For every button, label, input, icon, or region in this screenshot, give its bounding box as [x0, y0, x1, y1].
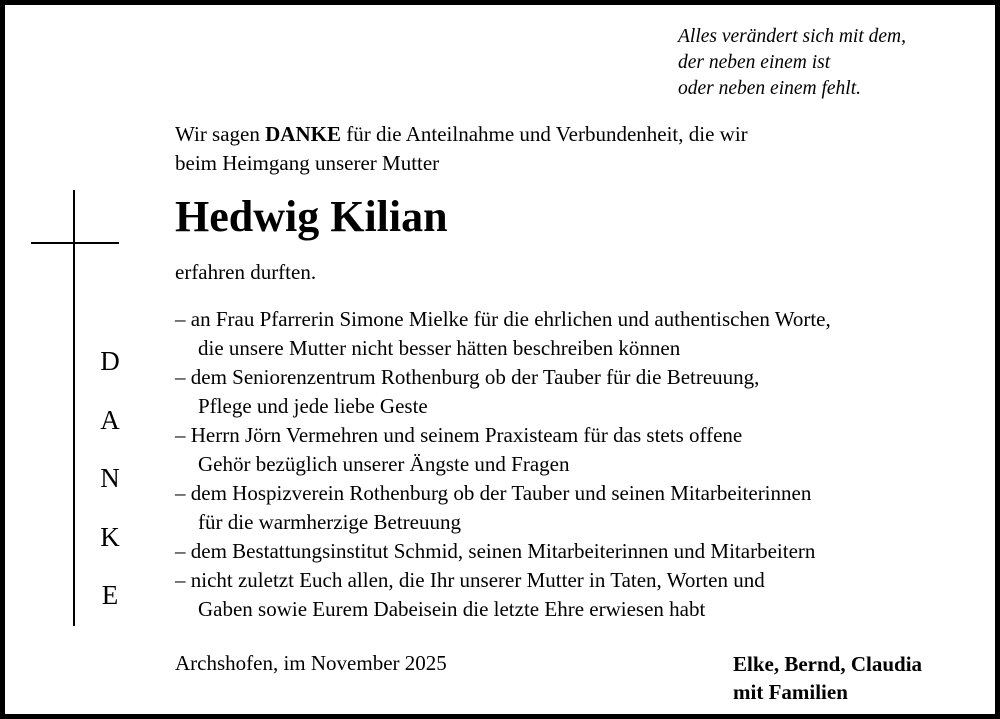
- thanks-item: [175, 566, 831, 624]
- thanks-item-continuation: für die warmherzige Betreuung: [198, 510, 461, 534]
- intro-line-1: [175, 120, 748, 149]
- thanks-item-continuation: Pflege und jede liebe Geste: [198, 394, 428, 418]
- signoff: [733, 650, 922, 706]
- intro-emphasis: DANKE: [265, 122, 341, 146]
- thanks-item-line: – Herrn Jörn Vermehren und seinem Praxisteam für das stets offene: [175, 423, 743, 447]
- vertical-letter: A: [100, 404, 120, 435]
- place-date: Archshofen, im November 2025: [175, 651, 447, 675]
- vertical-letter: E: [101, 580, 119, 610]
- intro-text-after: für die Anteilnahme und Verbundenheit, die wir: [340, 122, 748, 146]
- thanks-item: [175, 479, 831, 537]
- vertical-letter: K: [100, 521, 120, 552]
- thanks-item: [175, 305, 831, 363]
- intro-text: [175, 120, 748, 178]
- thanks-item: [175, 537, 831, 566]
- vertical-letter: D: [100, 346, 120, 376]
- thanks-item-continuation: die unsere Mutter nicht besser hätten beschreiben können: [198, 336, 681, 360]
- thanks-item-line: – dem Seniorenzentrum Rothenburg ob der Tauber für die Betreuung,: [175, 365, 760, 389]
- vertical-letter: N: [100, 463, 120, 493]
- intro-text-before: Wir sagen: [175, 122, 266, 146]
- thanks-item-continuation: Gaben sowie Eurem Dabeisein die letzte Ehre erwiesen habt: [198, 597, 706, 621]
- deceased-name: Hedwig Kilian: [175, 192, 448, 241]
- thanks-item: [175, 421, 831, 479]
- signoff-line: Elke, Bernd, Claudia: [733, 652, 923, 676]
- thanks-item-line: – an Frau Pfarrerin Simone Mielke für die ehrlichen und authentischen Worte,: [175, 307, 831, 331]
- signoff-line: mit Familien: [733, 680, 848, 704]
- intro-line-2: beim Heimgang unserer Mutter: [175, 151, 440, 175]
- after-name-text: erfahren durften.: [175, 260, 317, 284]
- thanks-item-line: – nicht zuletzt Euch allen, die Ihr unserer Mutter in Taten, Worten und: [175, 568, 765, 592]
- motto-quote: [678, 24, 906, 102]
- cross-horizontal-beam: [31, 242, 119, 244]
- cross-vertical-beam: [73, 190, 75, 626]
- motto-line: oder neben einem fehlt.: [678, 78, 862, 99]
- motto-line: der neben einem ist: [678, 52, 831, 73]
- thanks-item-line: – dem Bestattungsinstitut Schmid, seinen Mitarbeiterinnen und Mitarbeitern: [175, 539, 816, 563]
- motto-line: Alles verändert sich mit dem,: [678, 26, 906, 47]
- thanks-item-continuation: Gehör bezüglich unserer Ängste und Fragen: [198, 452, 570, 476]
- thanks-item: [175, 363, 831, 421]
- vertical-danke-word: [90, 343, 130, 636]
- thanks-item-line: – dem Hospizverein Rothenburg ob der Tauber und seinen Mitarbeiterinnen: [175, 481, 812, 505]
- thanks-list: [175, 305, 831, 624]
